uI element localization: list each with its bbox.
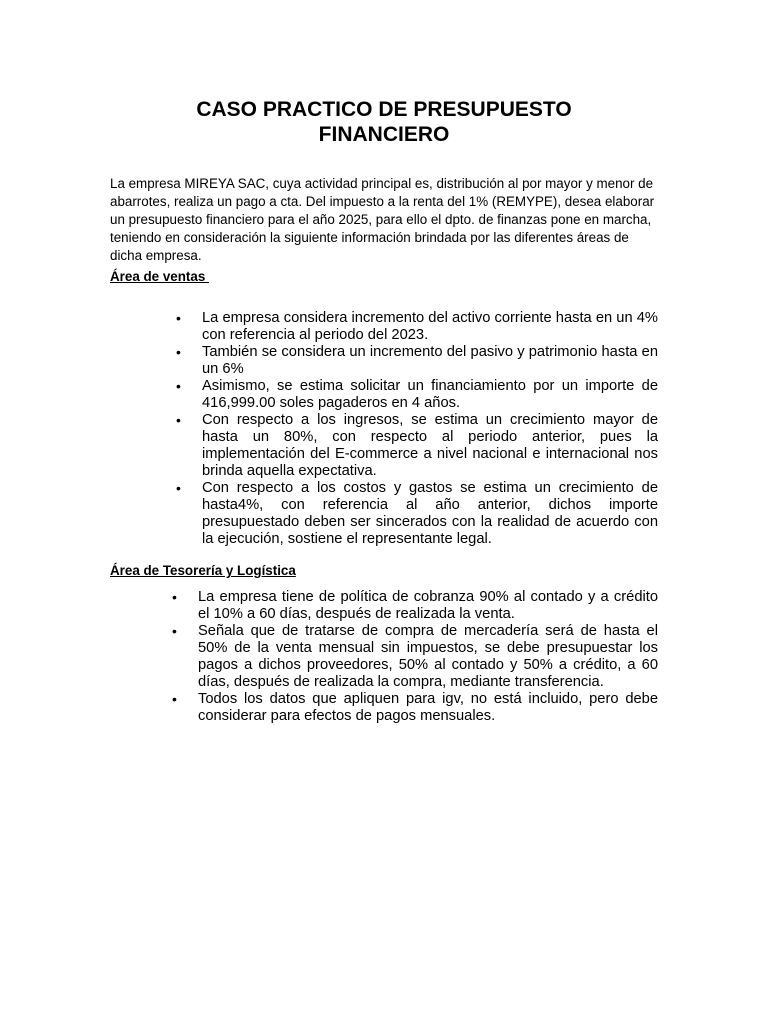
list-item-text: La empresa tiene de política de cobranza 90% al contado y a crédito el 10% a 60 días, después de realizada la venta. <box>198 589 658 622</box>
bullet-icon: • <box>172 691 177 707</box>
title-line-2: FINANCIERO <box>318 123 450 146</box>
list-item <box>176 412 658 480</box>
title-line-1: CASO PRACTICO DE PRESUPUESTO <box>196 98 572 121</box>
list-item <box>172 623 658 691</box>
bullet-icon: • <box>176 480 181 496</box>
list-item <box>176 344 658 378</box>
section-heading-tesoreria: Área de Tesorería y Logística <box>110 563 296 578</box>
bullet-list-tesoreria <box>172 589 658 725</box>
list-item-text: Con respecto a los ingresos, se estima un crecimiento mayor de hasta un 80%, con respecto al periodo anterior, pues la implementación del E-commerce a nivel nacional e internacional nos brinda aquella expectativa. <box>202 412 658 479</box>
list-item <box>176 480 658 548</box>
document-title <box>110 97 658 147</box>
list-item-text: Con respecto a los costos y gastos se estima un crecimiento de hasta4%, con referencia al año anterior, dichos importe presupuestado deben ser sincerados con la realidad de acuerdo con la ejecución, sostiene el representante legal. <box>202 480 658 547</box>
list-item-text: Señala que de tratarse de compra de mercadería será de hasta el 50% de la venta mensual sin impuestos, se debe presupuestar los pagos a dichos proveedores, 50% al contado y 50% a crédito, a 60 días, después de realizada la compra, mediante transferencia. <box>198 623 658 690</box>
bullet-icon: • <box>176 378 181 394</box>
list-item <box>176 310 658 344</box>
list-item-text: La empresa considera incremento del activo corriente hasta en un 4% con referencia al periodo del 2023. <box>202 310 658 343</box>
bullet-icon: • <box>172 623 177 639</box>
section-heading-ventas: Área de ventas <box>110 269 209 284</box>
list-item-text: Asimismo, se estima solicitar un financiamiento por un importe de 416,999.00 soles pagaderos en 4 años. <box>202 378 658 411</box>
list-item-text: También se considera un incremento del pasivo y patrimonio hasta en un 6% <box>202 344 658 377</box>
bullet-icon: • <box>176 310 181 326</box>
bullet-icon: • <box>176 412 181 428</box>
bullet-icon: • <box>176 344 181 360</box>
list-item <box>172 691 658 725</box>
list-item <box>176 378 658 412</box>
list-item-text: Todos los datos que apliquen para igv, no está incluido, pero debe considerar para efectos de pagos mensuales. <box>198 691 658 724</box>
list-item <box>172 589 658 623</box>
intro-paragraph: La empresa MIREYA SAC, cuya actividad principal es, distribución al por mayor y menor de abarrotes, realiza un pago a cta. Del impuesto a la renta del 1% (REMYPE), desea elaborar un presupuesto financiero para el año 2025, para ello el dpto. de finanzas pone en marcha, teniendo en consideración la siguiente información brindada por las diferentes áreas de dicha empresa. <box>110 176 655 263</box>
bullet-list-ventas <box>176 310 658 548</box>
bullet-icon: • <box>172 589 177 605</box>
